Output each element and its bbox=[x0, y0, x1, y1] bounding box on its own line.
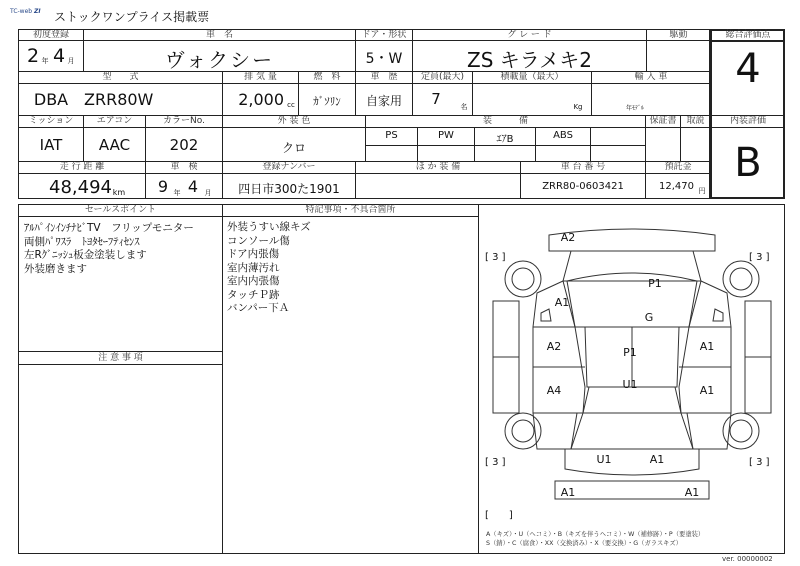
equipment-label: 装 備 bbox=[482, 116, 528, 126]
model-prefix: DBA bbox=[33, 90, 69, 109]
damage-mark: A1 bbox=[699, 340, 715, 353]
sales-point-label: セールスポイント bbox=[84, 205, 157, 215]
inspection-year-unit: 年 bbox=[173, 189, 181, 197]
list-item: タッチＰ跡 bbox=[227, 288, 280, 301]
capacity-label: 定員(最大) bbox=[420, 72, 465, 82]
sales-points-list bbox=[24, 222, 194, 276]
mileage: 48,494 bbox=[49, 177, 112, 198]
inspection-year: 9 bbox=[157, 177, 169, 196]
damage-mark: A1 bbox=[554, 296, 570, 309]
list-item: 両側ﾊﾟﾜｽﾗ ﾄﾖﾀｾｰﾌﾃｨｾﾝｽ bbox=[24, 235, 140, 248]
model-code: ZRR80W bbox=[84, 90, 154, 109]
damage-mark: A1 bbox=[560, 486, 576, 499]
capacity: 7 bbox=[431, 90, 441, 108]
door-shape-label: ドア・形状 bbox=[361, 30, 407, 40]
legend-line: A（キズ）・U（ヘコミ）・B（キズを伴うヘコミ）・W（補修跡）・P（要塗装） bbox=[486, 531, 705, 538]
list-item: 左Rｸﾞﾆｯｼｭ板金塗装します bbox=[24, 249, 147, 261]
chassis-number: ZRR80-0603421 bbox=[542, 181, 624, 192]
logo bbox=[10, 8, 50, 20]
mission: IAT bbox=[39, 136, 63, 154]
fuel: ｶﾞｿﾘﾝ bbox=[313, 95, 341, 108]
aircon-label: エアコン bbox=[96, 116, 133, 126]
logo-mark: ZI bbox=[34, 8, 41, 15]
mission-label: ミッション bbox=[28, 116, 74, 126]
tire-rear-left: [ 3 ] bbox=[485, 457, 506, 468]
logo-text: TC-web bbox=[10, 8, 33, 15]
capacity-unit: 名 bbox=[460, 103, 468, 111]
caution-label: 注 意 事 項 bbox=[98, 353, 143, 363]
damage-legend bbox=[486, 530, 704, 548]
interior-score: B bbox=[734, 140, 762, 186]
history: 自家用 bbox=[365, 94, 402, 108]
list-item: コンソール傷 bbox=[227, 234, 290, 247]
list-item: 外装磨きます bbox=[24, 262, 87, 275]
tire-rear-right: [ 3 ] bbox=[749, 457, 770, 468]
grade-label: グ レ ー ド bbox=[507, 30, 552, 40]
damage-mark: A4 bbox=[546, 384, 562, 397]
list-item: ｱﾙﾊﾟｲﾝｲﾝﾁﾅﾋﾞTV フリップモニター bbox=[24, 222, 194, 234]
inspection-label: 車 検 bbox=[170, 162, 198, 172]
color-no-label: カラーNo. bbox=[163, 116, 205, 126]
grade: ZS キラメキ2 bbox=[467, 48, 592, 72]
deposit-label: 預託金 bbox=[664, 162, 692, 172]
equip-ps: PS bbox=[385, 130, 398, 141]
car-diagram bbox=[479, 217, 785, 539]
car-name-label: 車 名 bbox=[205, 30, 233, 40]
reg-year: 2 bbox=[26, 45, 40, 67]
first-reg-label: 初度登録 bbox=[32, 30, 69, 40]
damage-mark: P1 bbox=[648, 277, 662, 290]
version-label: ver. 00000002 bbox=[722, 555, 773, 563]
exterior-label: 外 装 色 bbox=[277, 116, 311, 126]
tire-front-right: [ 3 ] bbox=[749, 252, 770, 263]
warranty-label: 保証書 bbox=[649, 116, 677, 126]
cc-unit: cc bbox=[287, 101, 295, 109]
inspection-month: 4 bbox=[187, 177, 199, 196]
km-unit: km bbox=[112, 188, 126, 197]
notes-list bbox=[227, 221, 311, 316]
notes-label: 特記事項・不具合箇所 bbox=[305, 205, 396, 215]
reg-year-unit: 年 bbox=[41, 57, 49, 65]
damage-mark: P1 bbox=[623, 346, 637, 359]
damage-mark: U1 bbox=[622, 378, 638, 391]
car-name: ヴォクシー bbox=[164, 48, 275, 72]
damage-mark: A2 bbox=[546, 340, 562, 353]
legend-line: S（錆）・C（腐食）・XX（交換済み）・X（要交換）・G（ガラスキズ） bbox=[486, 540, 682, 547]
import-label: 輸 入 車 bbox=[634, 72, 668, 82]
color-no: 202 bbox=[169, 136, 199, 154]
history-label: 車 歴 bbox=[370, 72, 398, 82]
plate-number: 四日市300た1901 bbox=[238, 182, 340, 196]
equip-pw: PW bbox=[438, 130, 454, 141]
page-title: ストックワンプライス掲載票 bbox=[54, 10, 210, 24]
overall-score: 4 bbox=[735, 46, 761, 92]
list-item: 室内内張傷 bbox=[227, 275, 280, 287]
displacement: 2,000 bbox=[238, 90, 284, 109]
equip-abs: ABS bbox=[553, 130, 573, 141]
damage-mark: A1 bbox=[649, 453, 665, 466]
displacement-label: 排 気 量 bbox=[244, 72, 277, 82]
equip-airbag: ｴｱB bbox=[496, 134, 514, 145]
overall-score-label: 総合評価点 bbox=[725, 30, 771, 40]
door-shape: 5・W bbox=[365, 51, 403, 67]
chassis-label: 車 台 番 号 bbox=[560, 162, 606, 172]
reg-month: 4 bbox=[52, 45, 66, 67]
tire-front-left: [ 3 ] bbox=[485, 252, 506, 263]
list-item: バンパー下Ａ bbox=[227, 302, 290, 314]
aircon: AAC bbox=[98, 136, 131, 154]
model-label: 型 式 bbox=[102, 72, 139, 82]
drive-label: 駆動 bbox=[669, 30, 688, 40]
damage-mark: U1 bbox=[596, 453, 612, 466]
reg-month-unit: 月 bbox=[67, 57, 75, 65]
damage-mark: A1 bbox=[699, 384, 715, 397]
plate-label: 登録ナンバー bbox=[262, 162, 316, 172]
deposit: 12,470 bbox=[659, 181, 694, 192]
load-unit: Kg bbox=[573, 103, 583, 111]
damage-mark: A2 bbox=[560, 231, 576, 244]
list-item: ドア内張傷 bbox=[227, 248, 280, 260]
mileage-label: 走 行 距 離 bbox=[59, 162, 105, 172]
import-model: 年ﾓﾃﾞﾙ bbox=[625, 105, 644, 112]
spare-tire: [ ] bbox=[485, 510, 513, 521]
manual-label: 取説 bbox=[686, 116, 705, 126]
interior-eval-label: 内装評価 bbox=[729, 116, 766, 126]
fuel-label: 燃 料 bbox=[313, 72, 341, 82]
list-item: 外装うすい線キズ bbox=[227, 221, 311, 233]
inspection-month-unit: 月 bbox=[204, 189, 212, 197]
list-item: 室内薄汚れ bbox=[227, 261, 280, 274]
damage-mark: G bbox=[644, 311, 654, 324]
other-equip-label: ほ か 装 備 bbox=[415, 162, 461, 172]
load-label: 積載量（最大） bbox=[500, 72, 564, 82]
exterior-color: クロ bbox=[281, 141, 306, 155]
yen-unit: 円 bbox=[698, 187, 706, 195]
damage-mark: A1 bbox=[684, 486, 700, 499]
